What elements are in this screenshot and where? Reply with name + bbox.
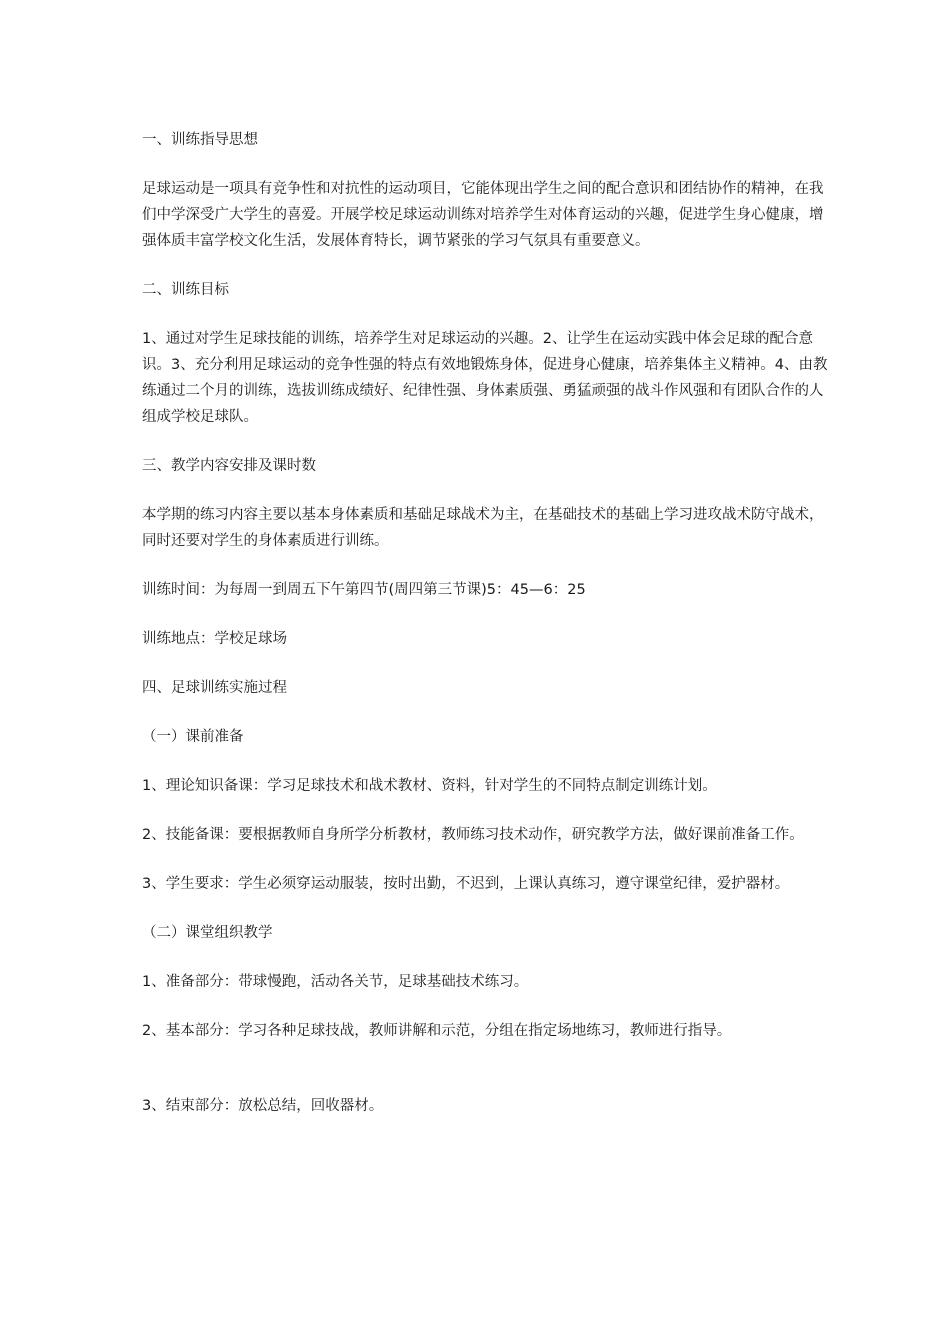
document-body	[142, 127, 832, 1142]
paragraph-training-location: 训练地点：学校足球场	[142, 631, 287, 647]
section-heading-implementation: 四、足球训练实施过程	[142, 680, 287, 696]
paragraph-training-goals: 1、通过对学生足球技能的训练，培养学生对足球运动的兴趣。2、让学生在运动实践中体会足球的配合意识。3、充分利用足球运动的竞争性强的特点有效地锻炼身体，促进身心健康，培养集体主义精神。4、由教练通过二个月的训练，选拔训练成绩好、纪律性强、身体素质强、勇猛顽强的战斗作风强和有团队合作的人组成学校足球队。	[142, 331, 828, 425]
paragraph-student-requirements: 3、学生要求：学生必须穿运动服装，按时出勤，不迟到，上课认真练习，遵守课堂纪律，爱护器材。	[142, 876, 790, 892]
paragraph-closing-part: 3、结束部分：放松总结，回收器材。	[142, 1098, 384, 1114]
subheading-preparation: （一）课前准备	[142, 729, 244, 745]
section-heading-teaching-content: 三、教学内容安排及课时数	[142, 458, 316, 474]
paragraph-skill-prep: 2、技能备课：要根据教师自身所学分析教材，教师练习技术动作，研究教学方法，做好课前准备工作。	[142, 827, 804, 843]
paragraph-basic-part: 2、基本部分：学习各种足球技战，教师讲解和示范，分组在指定场地练习，教师进行指导。	[142, 1023, 732, 1039]
paragraph-warmup-part: 1、准备部分：带球慢跑，活动各关节，足球基础技术练习。	[142, 974, 529, 990]
subheading-class-organization: （二）课堂组织教学	[142, 925, 273, 941]
paragraph-theory-prep: 1、理论知识备课：学习足球技术和战术教材、资料，针对学生的不同特点制定训练计划。	[142, 778, 717, 794]
paragraph-training-time: 训练时间：为每周一到周五下午第四节(周四第三节课)5：45—6：25	[142, 582, 586, 598]
paragraph-teaching-content: 本学期的练习内容主要以基本身体素质和基础足球战术为主，在基础技术的基础上学习进攻战术防守战术，同时还要对学生的身体素质进行训练。	[142, 507, 824, 549]
paragraph-guiding-principles: 足球运动是一项具有竞争性和对抗性的运动项目，它能体现出学生之间的配合意识和团结协作的精神，在我们中学深受广大学生的喜爱。开展学校足球运动训练对培养学生对体育运动的兴趣，促进学生身心健康，增强体质丰富学校文化生活，发展体育特长，调节紧张的学习气氛具有重要意义。	[142, 181, 824, 249]
section-heading-guiding-principles: 一、训练指导思想	[142, 132, 258, 148]
section-heading-training-goals: 二、训练目标	[142, 282, 229, 298]
